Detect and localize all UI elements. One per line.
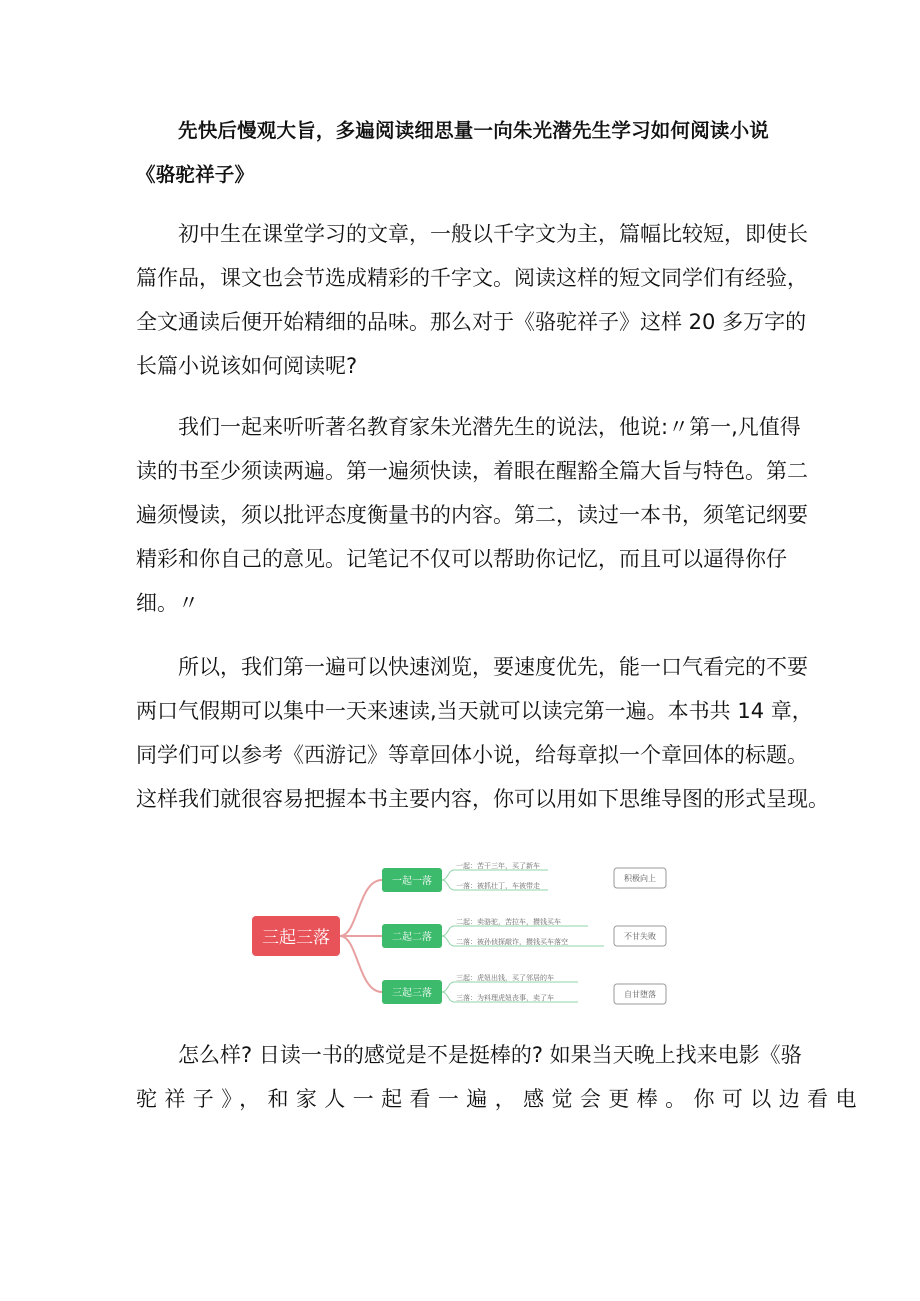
paragraph-line: 同学们可以参考《西游记》等章回体小说，给每章拟一个章回体的标题。 — [136, 743, 808, 767]
paragraph-line: 怎么样? 日读一书的感觉是不是挺棒的? 如果当天晚上找来电影《骆 — [178, 1043, 802, 1067]
paragraph-line: 驼祥子》，和家人一起看一遍，感觉会更棒。你可以边看电 — [136, 1087, 864, 1111]
paragraph-line: 细。〃 — [136, 591, 199, 615]
mindmap-branch-label: 三起三落 — [392, 988, 432, 999]
title-line-1: 先快后慢观大旨，多遍阅读细思量一向朱光潜先生学习如何阅读小说 — [178, 119, 770, 142]
mind-map-graphic — [248, 856, 678, 1016]
paragraph-3 — [136, 645, 829, 821]
paragraph-4 — [136, 1033, 864, 1121]
title-line-2: 《骆驼祥子》 — [136, 163, 255, 186]
paragraph-line: 全文通读后便开始精细的品味。那么对于《骆驼祥子》这样 20 多万字的 — [136, 310, 807, 334]
mindmap-branch-label: 一起一落 — [392, 876, 432, 887]
paragraph-line: 遍须慢读，须以批评态度衡量书的内容。第二，读过一本书，须笔记纲要 — [136, 503, 808, 527]
connector-leaf — [442, 926, 588, 936]
paragraph-line: 这样我们就很容易把握本书主要内容，你可以用如下思维导图的形式呈现。 — [136, 787, 829, 811]
mindmap-tag-label: 不甘失败 — [624, 932, 656, 941]
connector-root-3 — [340, 936, 382, 992]
paragraph-2 — [136, 405, 808, 625]
paragraph-line: 所以，我们第一遍可以快速浏览，要速度优先，能一口气看完的不要 — [178, 655, 808, 679]
mindmap-root-label: 三起三落 — [262, 928, 330, 948]
mindmap-tag-label: 积极向上 — [624, 874, 656, 883]
paragraph-line: 两口气假期可以集中一天来速读,当天就可以读完第一遍。本书共 14 章， — [136, 699, 813, 723]
mindmap-branch-label: 二起二落 — [392, 932, 432, 943]
paragraph-line: 精彩和你自己的意见。记笔记不仅可以帮助你记忆，而且可以逼得你仔 — [136, 547, 787, 571]
mindmap-leaf: 二落：被孙侦探敲诈，攒钱买车落空 — [456, 938, 568, 946]
paragraph-1 — [136, 212, 808, 388]
paragraph-line: 初中生在课堂学习的文章，一般以千字文为主，篇幅比较短，即使长 — [178, 222, 808, 246]
mindmap-leaf: 二起：卖骆驼，苦拉车，攒钱买车 — [456, 918, 561, 926]
mindmap-tag-label: 自甘堕落 — [624, 990, 656, 999]
connector-leaf — [442, 870, 548, 880]
mindmap-leaf: 一起：苦干三年，买了新车 — [456, 862, 540, 870]
paragraph-line: 读的书至少须读两遍。第一遍须快读，着眼在醒豁全篇大旨与特色。第二 — [136, 459, 808, 483]
mindmap-leaf: 三落：为料理虎妞丧事，卖了车 — [456, 994, 554, 1002]
mind-map — [248, 856, 678, 1016]
connector-leaf — [442, 982, 578, 992]
mindmap-leaf: 一落：被抓壮丁，车被带走 — [456, 882, 540, 890]
paragraph-line: 我们一起来听听著名教育家朱光潜先生的说法，他说:〃第一,凡值得 — [178, 415, 801, 439]
mindmap-leaf: 三起：虎妞出钱，买了邻居的车 — [456, 974, 554, 982]
paragraph-line: 长篇小说该如何阅读呢? — [136, 354, 358, 378]
paragraph-line: 篇作品，课文也会节选成精彩的千字文。阅读这样的短文同学们有经验， — [136, 266, 808, 290]
connector-root-1 — [340, 880, 382, 936]
